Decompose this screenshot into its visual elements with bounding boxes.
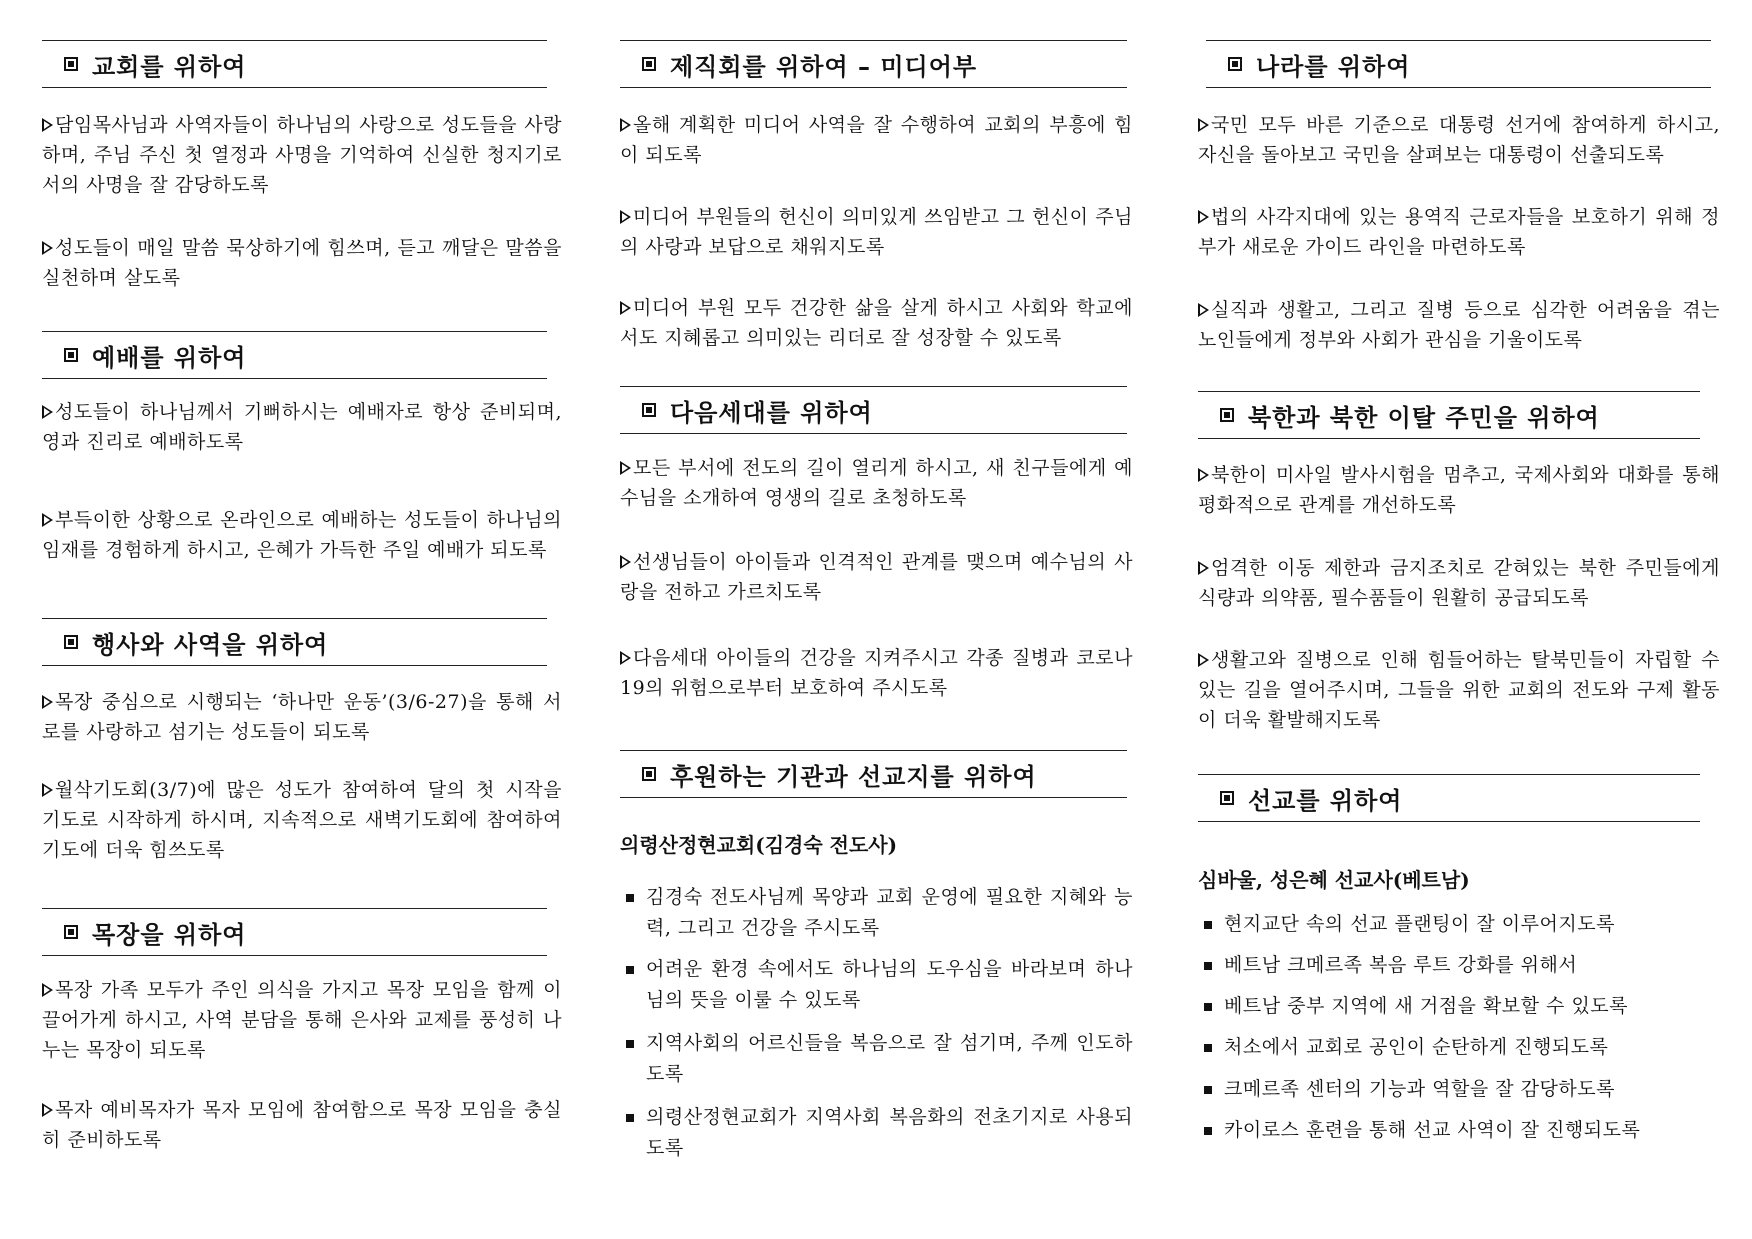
prayer-item: 선생님들이 아이들과 인격적인 관계를 맺으며 예수님의 사랑을 전하고 가르치도록	[620, 551, 1133, 603]
prayer-item: 국민 모두 바른 기준으로 대통령 선거에 참여하게 하시고, 자신을 돌아보고 국민을 살펴보는 대통령이 선출되도록	[1198, 114, 1720, 166]
triangle-bullet-icon	[1198, 118, 1209, 132]
square-bullet-icon	[64, 57, 78, 71]
section-header-north-korea	[1198, 391, 1700, 439]
section-header-church	[42, 40, 547, 88]
triangle-bullet-icon	[620, 651, 631, 665]
section-header-supported-missions	[620, 750, 1127, 798]
prayer-item: 성도들이 매일 말씀 묵상하기에 힘쓰며, 듣고 깨달은 말씀을 실천하며 살도록	[42, 237, 562, 289]
triangle-bullet-icon	[1198, 561, 1209, 575]
mission-bullet-item: 처소에서 교회로 공인이 순탄하게 진행되도록	[1198, 1032, 1720, 1063]
square-bullet-icon	[642, 57, 656, 71]
square-bullet-icon	[1204, 1044, 1212, 1052]
section-header-nation	[1206, 40, 1711, 88]
section-header-next-generation	[620, 386, 1127, 434]
mission-bullet-item: 지역사회의 어르신들을 복음으로 잘 섬기며, 주께 인도하도록	[620, 1028, 1133, 1090]
triangle-bullet-icon	[42, 405, 53, 419]
mission-bullet-item: 현지교단 속의 선교 플랜팅이 잘 이루어지도록	[1198, 909, 1720, 940]
square-bullet-icon	[626, 894, 634, 902]
triangle-bullet-icon	[42, 513, 53, 527]
section-header-cell-group	[42, 908, 547, 956]
triangle-bullet-icon	[620, 210, 631, 224]
triangle-bullet-icon	[42, 695, 53, 709]
prayer-item: 월삭기도회(3/7)에 많은 성도가 참여하여 달의 첫 시작을 기도로 시작하게 하시며, 지속적으로 새벽기도회에 참여하여 기도에 더욱 힘쓰도록	[42, 779, 562, 861]
triangle-bullet-icon	[1198, 303, 1209, 317]
triangle-bullet-icon	[1198, 210, 1209, 224]
prayer-item: 담임목사님과 사역자들이 하나님의 사랑으로 성도들을 사랑하며, 주님 주신 첫 열정과 사명을 기억하여 신실한 청지기로서의 사명을 잘 감당하도록	[42, 114, 562, 196]
triangle-bullet-icon	[1198, 468, 1209, 482]
triangle-bullet-icon	[42, 118, 53, 132]
section-title: 나라를 위하여	[1256, 52, 1411, 81]
section-title: 제직회를 위하여 – 미디어부	[670, 52, 978, 81]
mission-bullet-item: 크메르족 센터의 기능과 역할을 잘 감당하도록	[1198, 1074, 1720, 1105]
square-bullet-icon	[1204, 1086, 1212, 1094]
square-bullet-icon	[642, 767, 656, 781]
prayer-item: 실직과 생활고, 그리고 질병 등으로 심각한 어려움을 겪는 노인들에게 정부와 사회가 관심을 기울이도록	[1198, 299, 1720, 351]
prayer-item: 생활고와 질병으로 인해 힘들어하는 탈북민들이 자립할 수 있는 길을 열어주시며, 그들을 위한 교회의 전도와 구제 활동이 더욱 활발해지도록	[1198, 649, 1720, 731]
square-bullet-icon	[1228, 57, 1242, 71]
triangle-bullet-icon	[42, 783, 53, 797]
section-title: 북한과 북한 이탈 주민을 위하여	[1248, 403, 1600, 432]
section-header-worship	[42, 331, 547, 379]
section-title: 예배를 위하여	[92, 343, 247, 372]
triangle-bullet-icon	[42, 241, 53, 255]
square-bullet-icon	[64, 348, 78, 362]
section-title: 후원하는 기관과 선교지를 위하여	[670, 762, 1037, 791]
prayer-item: 목장 가족 모두가 주인 의식을 가지고 목장 모임을 함께 이끌어가게 하시고, 사역 분담을 통해 은사와 교제를 풍성히 나누는 목장이 되도록	[42, 979, 562, 1061]
square-bullet-icon	[64, 635, 78, 649]
square-bullet-icon	[626, 966, 634, 974]
prayer-item: 올해 계획한 미디어 사역을 잘 수행하여 교회의 부흥에 힘이 되도록	[620, 114, 1133, 166]
section-title: 선교를 위하여	[1248, 786, 1403, 815]
square-bullet-icon	[626, 1114, 634, 1122]
mission-bullet-item: 어려운 환경 속에서도 하나님의 도우심을 바라보며 하나님의 뜻을 이룰 수 있도록	[620, 954, 1133, 1016]
triangle-bullet-icon	[620, 461, 631, 475]
prayer-item: 목자 예비목자가 목자 모임에 참여함으로 목장 모임을 충실히 준비하도록	[42, 1099, 562, 1151]
section-header-missions	[1198, 774, 1700, 822]
section-title: 다음세대를 위하여	[670, 398, 873, 427]
triangle-bullet-icon	[620, 555, 631, 569]
triangle-bullet-icon	[1198, 653, 1209, 667]
prayer-item: 미디어 부원 모두 건강한 삶을 살게 하시고 사회와 학교에서도 지혜롭고 의미있는 리더로 잘 성장할 수 있도록	[620, 297, 1133, 349]
prayer-item: 성도들이 하나님께서 기뻐하시는 예배자로 항상 준비되며, 영과 진리로 예배하도록	[42, 401, 562, 453]
square-bullet-icon	[1204, 962, 1212, 970]
missionary-name: 심바울, 성은혜 선교사(베트남)	[1198, 868, 1470, 892]
triangle-bullet-icon	[620, 118, 631, 132]
triangle-bullet-icon	[42, 983, 53, 997]
section-header-events	[42, 618, 547, 666]
square-bullet-icon	[626, 1040, 634, 1048]
mission-church-name: 의령산정현교회(김경숙 전도사)	[620, 833, 898, 857]
square-bullet-icon	[1220, 408, 1234, 422]
prayer-item: 다음세대 아이들의 건강을 지켜주시고 각종 질병과 코로나19의 위험으로부터 보호하여 주시도록	[620, 647, 1133, 699]
prayer-item: 엄격한 이동 제한과 금지조치로 갇혀있는 북한 주민들에게 식량과 의약품, 필수품들이 원활히 공급되도록	[1198, 557, 1720, 609]
square-bullet-icon	[1204, 1003, 1212, 1011]
square-bullet-icon	[1204, 921, 1212, 929]
square-bullet-icon	[642, 403, 656, 417]
triangle-bullet-icon	[620, 301, 631, 315]
mission-bullet-item: 카이로스 훈련을 통해 선교 사역이 잘 진행되도록	[1198, 1115, 1720, 1146]
section-title: 교회를 위하여	[92, 52, 247, 81]
prayer-item: 부득이한 상황으로 온라인으로 예배하는 성도들이 하나님의 임재를 경험하게 하시고, 은혜가 가득한 주일 예배가 되도록	[42, 509, 562, 561]
mission-bullet-item: 김경숙 전도사님께 목양과 교회 운영에 필요한 지혜와 능력, 그리고 건강을 주시도록	[620, 882, 1133, 944]
mission-bullet-item: 베트남 크메르족 복음 루트 강화를 위해서	[1198, 950, 1720, 981]
section-title: 행사와 사역을 위하여	[92, 630, 329, 659]
prayer-item: 법의 사각지대에 있는 용역직 근로자들을 보호하기 위해 정부가 새로운 가이드 라인을 마련하도록	[1198, 206, 1720, 258]
square-bullet-icon	[1204, 1127, 1212, 1135]
section-title: 목장을 위하여	[92, 920, 247, 949]
square-bullet-icon	[1220, 791, 1234, 805]
square-bullet-icon	[64, 925, 78, 939]
triangle-bullet-icon	[42, 1103, 53, 1117]
mission-bullet-item: 의령산정현교회가 지역사회 복음화의 전초기지로 사용되도록	[620, 1102, 1133, 1164]
prayer-item: 미디어 부원들의 헌신이 의미있게 쓰임받고 그 헌신이 주님의 사랑과 보답으로 채워지도록	[620, 206, 1133, 258]
section-header-media	[620, 40, 1127, 88]
prayer-item: 북한이 미사일 발사시험을 멈추고, 국제사회와 대화를 통해 평화적으로 관계를 개선하도록	[1198, 464, 1720, 516]
prayer-item: 모든 부서에 전도의 길이 열리게 하시고, 새 친구들에게 예수님을 소개하여 영생의 길로 초청하도록	[620, 457, 1133, 509]
mission-bullet-item: 베트남 중부 지역에 새 거점을 확보할 수 있도록	[1198, 991, 1720, 1022]
prayer-item: 목장 중심으로 시행되는 ‘하나만 운동’(3/6-27)을 통해 서로를 사랑하고 섬기는 성도들이 되도록	[42, 691, 562, 743]
